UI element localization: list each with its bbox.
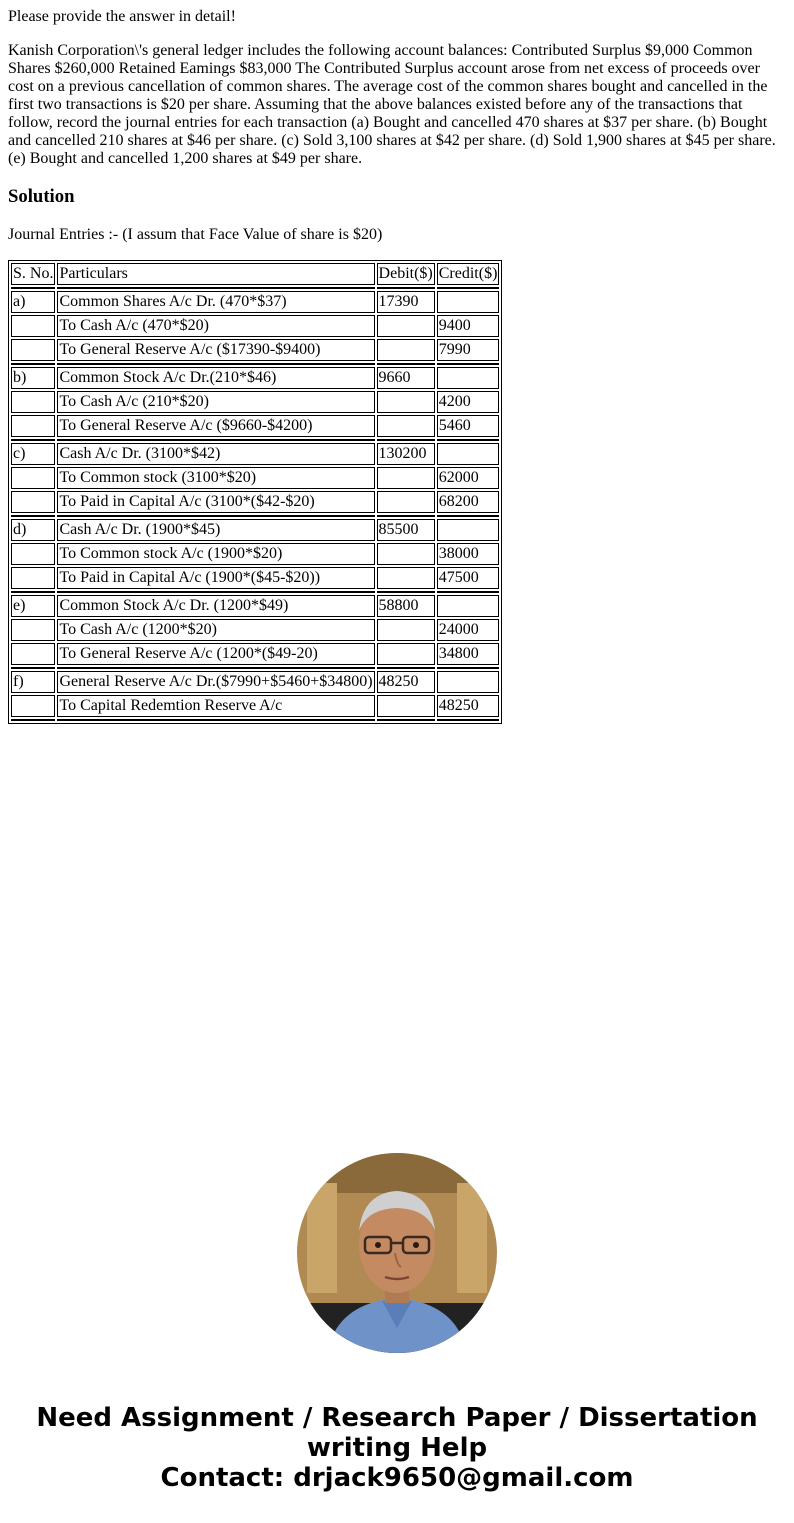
cell-sno: a) <box>11 291 55 313</box>
cell-particulars: To Common stock A/c (1900*$20) <box>57 543 374 565</box>
table-row <box>11 367 499 389</box>
table-row <box>11 291 499 313</box>
separator-cell <box>437 515 500 517</box>
footer-line-1: Need Assignment / Research Paper / Dissertation <box>36 1403 758 1433</box>
cell-debit <box>377 567 435 589</box>
separator-cell <box>437 287 500 289</box>
cell-particulars: Common Stock A/c Dr. (1200*$49) <box>57 595 374 617</box>
cell-credit <box>437 671 500 693</box>
cell-particulars: To General Reserve A/c ($17390-$9400) <box>57 339 374 361</box>
table-row <box>11 619 499 641</box>
separator-cell <box>11 287 55 289</box>
group-separator <box>11 363 499 365</box>
cell-sno: b) <box>11 367 55 389</box>
table-row <box>11 339 499 361</box>
cell-particulars: Common Shares A/c Dr. (470*$37) <box>57 291 374 313</box>
separator-cell <box>377 667 435 669</box>
cell-credit: 4200 <box>437 391 500 413</box>
cell-particulars: To Paid in Capital A/c (1900*($45-$20)) <box>57 567 374 589</box>
table-row <box>11 467 499 489</box>
table-row <box>11 567 499 589</box>
cell-particulars: To Cash A/c (1200*$20) <box>57 619 374 641</box>
footer-line-3: Contact: drjack9650@gmail.com <box>160 1463 634 1493</box>
table-row <box>11 391 499 413</box>
cell-particulars: Common Stock A/c Dr.(210*$46) <box>57 367 374 389</box>
group-separator <box>11 667 499 669</box>
header-credit: Credit($) <box>437 263 500 285</box>
cell-debit <box>377 391 435 413</box>
cell-credit: 9400 <box>437 315 500 337</box>
cell-sno <box>11 619 55 641</box>
cell-particulars: To Cash A/c (210*$20) <box>57 391 374 413</box>
solution-intro: Journal Entries :- (I assum that Face Value of share is $20) <box>8 226 383 243</box>
cell-debit <box>377 467 435 489</box>
cell-sno: f) <box>11 671 55 693</box>
separator-cell <box>11 363 55 365</box>
separator-cell <box>11 439 55 441</box>
separator-cell <box>377 719 435 721</box>
cell-credit <box>437 595 500 617</box>
cell-credit: 48250 <box>437 695 500 717</box>
cell-credit <box>437 367 500 389</box>
cell-sno <box>11 491 55 513</box>
cell-credit: 62000 <box>437 467 500 489</box>
table-row <box>11 415 499 437</box>
cell-debit <box>377 315 435 337</box>
table-header-row <box>11 263 499 285</box>
cell-debit <box>377 543 435 565</box>
cell-credit: 68200 <box>437 491 500 513</box>
separator-cell <box>57 591 374 593</box>
separator-cell <box>11 719 55 721</box>
footer-line-2: writing Help <box>306 1433 488 1463</box>
cell-sno <box>11 315 55 337</box>
header-particulars: Particulars <box>57 263 374 285</box>
separator-cell <box>437 363 500 365</box>
cell-sno <box>11 567 55 589</box>
separator-cell <box>57 287 374 289</box>
cell-credit: 34800 <box>437 643 500 665</box>
separator-cell <box>57 667 374 669</box>
table-row <box>11 643 499 665</box>
table-row <box>11 315 499 337</box>
cell-credit <box>437 519 500 541</box>
separator-cell <box>437 719 500 721</box>
cell-sno <box>11 391 55 413</box>
cell-particulars: General Reserve A/c Dr.($7990+$5460+$34800) <box>57 671 374 693</box>
cell-debit <box>377 415 435 437</box>
cell-particulars: Cash A/c Dr. (1900*$45) <box>57 519 374 541</box>
table-row <box>11 671 499 693</box>
cell-particulars: To Capital Redemtion Reserve A/c <box>57 695 374 717</box>
cell-debit <box>377 695 435 717</box>
header-debit: Debit($) <box>377 263 435 285</box>
separator-cell <box>377 515 435 517</box>
cell-debit <box>377 643 435 665</box>
cell-debit: 17390 <box>377 291 435 313</box>
header-sno: S. No. <box>11 263 55 285</box>
cell-particulars: To Cash A/c (470*$20) <box>57 315 374 337</box>
cell-debit <box>377 491 435 513</box>
page-content <box>8 0 786 724</box>
separator-cell <box>57 719 374 721</box>
separator-cell <box>377 287 435 289</box>
group-separator <box>11 591 499 593</box>
cell-credit <box>437 291 500 313</box>
cell-debit: 130200 <box>377 443 435 465</box>
table-row <box>11 491 499 513</box>
cell-debit: 58800 <box>377 595 435 617</box>
cell-debit <box>377 339 435 361</box>
cell-sno <box>11 415 55 437</box>
separator-cell <box>57 439 374 441</box>
cell-debit: 85500 <box>377 519 435 541</box>
journal-entries-table <box>8 260 502 724</box>
separator-cell <box>437 591 500 593</box>
table-row <box>11 519 499 541</box>
cell-sno: d) <box>11 519 55 541</box>
table-row <box>11 695 499 717</box>
table-body <box>11 287 499 721</box>
separator-cell <box>437 439 500 441</box>
cell-sno <box>11 467 55 489</box>
cell-sno <box>11 339 55 361</box>
separator-cell <box>437 667 500 669</box>
separator-cell <box>377 363 435 365</box>
table-row <box>11 443 499 465</box>
cell-debit: 9660 <box>377 367 435 389</box>
separator-cell <box>11 515 55 517</box>
cell-credit <box>437 443 500 465</box>
cell-credit: 7990 <box>437 339 500 361</box>
cell-particulars: Cash A/c Dr. (3100*$42) <box>57 443 374 465</box>
author-avatar <box>297 1153 497 1353</box>
separator-cell <box>11 591 55 593</box>
question-text: Kanish Corporation\'s general ledger includes the following account balances: Contributed Surplus $9,000 Common Shares $260,000 Retained Eamings $83,000 The Contributed Surplus account arose from net excess of proceeds over cost on a previous cancellation of common shares. The average cost of the common shares bought and cancelled in the first two transactions is $20 per share. Assuming that the above balances existed before any of the transactions that follow, record the journal entries for each transaction (a) Bought and cancelled 470 shares at $37 per share. (b) Bought and cancelled 210 shares at $46 per share. (c) Sold 3,100 shares at $42 per share. (d) Sold 1,900 shares at $45 per share. (e) Bought and cancelled 1,200 shares at $49 per share. <box>8 42 776 167</box>
group-separator <box>11 719 499 721</box>
separator-cell <box>57 363 374 365</box>
cell-particulars: To Common stock (3100*$20) <box>57 467 374 489</box>
group-separator <box>11 439 499 441</box>
cell-particulars: To General Reserve A/c ($9660-$4200) <box>57 415 374 437</box>
cell-credit: 47500 <box>437 567 500 589</box>
cell-credit: 24000 <box>437 619 500 641</box>
table-row <box>11 595 499 617</box>
separator-cell <box>57 515 374 517</box>
table-row <box>11 543 499 565</box>
separator-cell <box>11 667 55 669</box>
cell-sno <box>11 643 55 665</box>
solution-heading: Solution <box>8 186 75 207</box>
group-separator <box>11 515 499 517</box>
cell-debit: 48250 <box>377 671 435 693</box>
separator-cell <box>377 439 435 441</box>
cell-credit: 38000 <box>437 543 500 565</box>
cell-particulars: To General Reserve A/c (1200*($49-20) <box>57 643 374 665</box>
group-separator <box>11 287 499 289</box>
cell-credit: 5460 <box>437 415 500 437</box>
portrait-image <box>297 1153 497 1353</box>
cell-particulars: To Paid in Capital A/c (3100*($42-$20) <box>57 491 374 513</box>
cell-sno <box>11 543 55 565</box>
cell-sno: e) <box>11 595 55 617</box>
separator-cell <box>377 591 435 593</box>
cell-debit <box>377 619 435 641</box>
question-prompt: Please provide the answer in detail! <box>8 8 236 25</box>
footer-banner <box>0 1403 794 1493</box>
cell-sno: c) <box>11 443 55 465</box>
cell-sno <box>11 695 55 717</box>
